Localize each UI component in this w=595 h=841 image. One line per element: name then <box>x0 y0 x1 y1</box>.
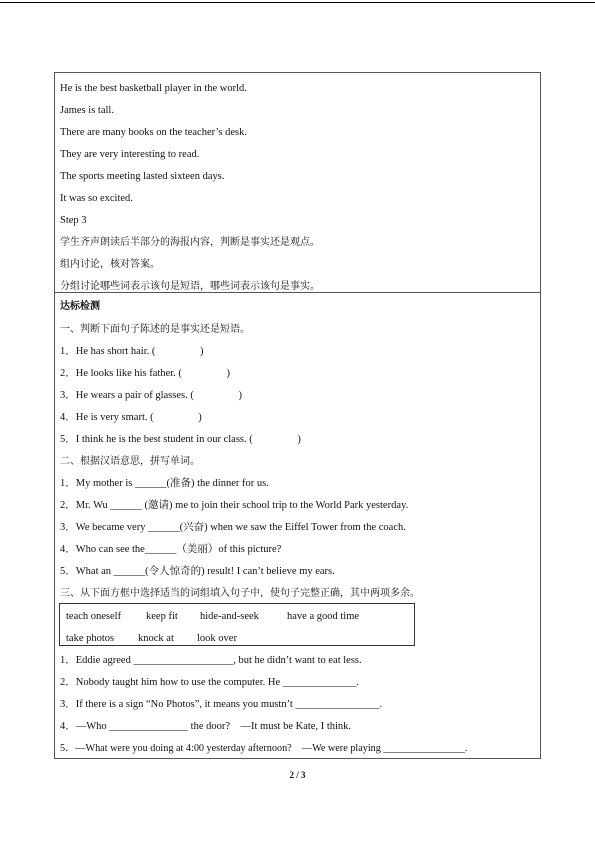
word-bank-item: hide-and-seek <box>200 611 259 622</box>
part3-item: 1．Eddie agreed ___________________, but he didn’t want to eat less. <box>60 655 362 666</box>
part3-item: 3．If there is a sign “No Photos”, it means you mustn’t ________________. <box>60 699 383 710</box>
word-bank-item: take photos <box>66 633 115 644</box>
part1-item: 5．I think he is the best student in our class. ( ) <box>60 434 301 445</box>
part1-heading: 一、判断下面句子陈述的是事实还是短语。 <box>60 324 250 335</box>
word-bank-item: look over <box>197 633 237 644</box>
part3-item: 5．—What were you doing at 4:00 yesterday afternoon? —We were playing ________________. <box>60 743 468 754</box>
upper-line: The sports meeting lasted sixteen days. <box>60 171 225 182</box>
upper-line: 组内讨论，核对答案。 <box>60 259 160 270</box>
part2-item: 3．We became very ______(兴奋) when we saw the Eiffel Tower from the coach. <box>60 522 406 533</box>
page-number: 2 / 3 <box>289 770 306 780</box>
upper-line: 分组讨论哪些词表示该句是短语，哪些词表示该句是事实。 <box>60 281 320 292</box>
part3-item: 2．Nobody taught him how to use the computer. He ______________. <box>60 677 359 688</box>
word-bank-item: knock at <box>138 633 174 644</box>
part3-heading: 三、从下面方框中选择适当的词组填入句子中，使句子完整正确，其中两项多余。 <box>60 588 420 599</box>
part2-item: 5．What an ______(令人惊奇的) result! I can’t believe my ears. <box>60 566 335 577</box>
part3-item: 4．—Who _______________ the door? —It must be Kate, I think. <box>60 721 352 732</box>
upper-line: It was so excited. <box>60 193 133 204</box>
upper-line: There are many books on the teacher’s desk. <box>60 127 247 138</box>
part2-item: 2．Mr. Wu ______ (邀请) me to join their school trip to the World Park yesterday. <box>60 500 409 511</box>
part1-item: 1．He has short hair. ( ) <box>60 346 204 357</box>
word-bank-item: keep fit <box>146 611 178 622</box>
word-bank-item: have a good time <box>287 611 360 622</box>
upper-line: He is the best basketball player in the world. <box>60 83 247 94</box>
header-rule <box>0 2 595 3</box>
step-heading: Step 3 <box>60 215 87 226</box>
upper-line: They are very interesting to read. <box>60 149 200 160</box>
word-bank-item: teach oneself <box>66 611 122 622</box>
part2-item: 4．Who can see the______（美丽）of this picture? <box>60 544 282 555</box>
part1-item: 4．He is very smart. ( ) <box>60 412 202 423</box>
part2-item: 1．My mother is ______(准备) the dinner for us. <box>60 478 269 489</box>
part1-item: 2．He looks like his father. ( ) <box>60 368 231 379</box>
part2-heading: 二、根据汉语意思，拼写单词。 <box>60 456 200 467</box>
upper-line: 学生齐声朗读后半部分的海报内容，判断是事实还是观点。 <box>60 237 320 248</box>
part1-item: 3．He wears a pair of glasses. ( ) <box>60 390 242 401</box>
section-title: 达标检测 <box>60 301 100 312</box>
upper-line: James is tall. <box>60 105 114 116</box>
